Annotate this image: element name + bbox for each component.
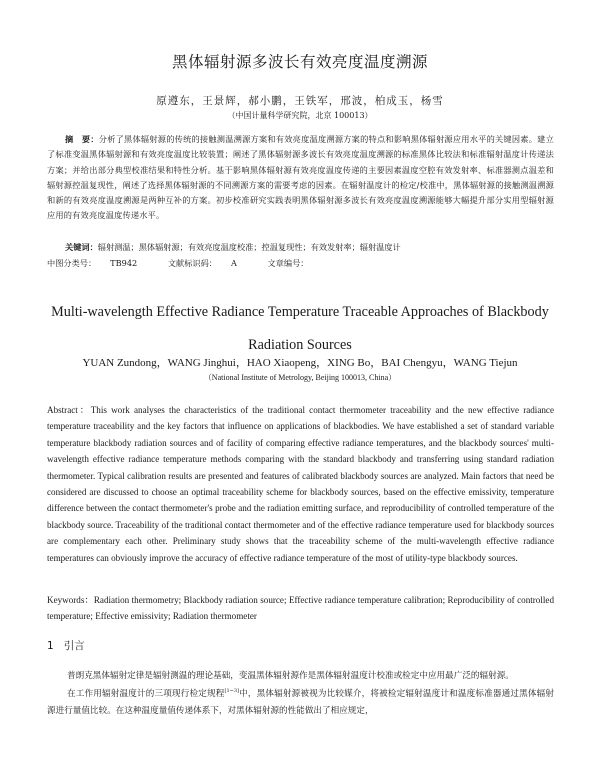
citation-reference[interactable]: [1~3] <box>224 687 239 694</box>
english-abstract <box>47 402 554 566</box>
article-number: 文章编号： <box>267 258 309 268</box>
chinese-title: 黑体辐射源多波长有效亮度温度溯源 <box>171 53 428 71</box>
chinese-keywords-text: 辐射测温；黑体辐射源；有效亮度温度校准；控温复现性；有效发射率；辐射温度计 <box>97 242 401 252</box>
chinese-keywords-label: 关键词： <box>65 242 98 252</box>
section-title: 引言 <box>63 640 85 652</box>
classification-line <box>47 256 554 270</box>
english-authors: YUAN Zundong，WANG Jinghui，HAO Xiaopeng，XING Bo，BAI Chengyu，WANG Tiejun <box>82 357 518 369</box>
english-keywords-text: Radiation thermometry; Blackbody radiation source; Effective radiance temperature calibration; Reproducibility of controlled temperature; Effective emissivity; Radiation thermometer <box>47 595 554 622</box>
doc-code-label: 文献标识码： <box>167 258 217 268</box>
doc-code-value: A <box>231 258 237 268</box>
english-affiliation: （National Institute of Metrology, Beijing 100013, China） <box>203 373 397 382</box>
chinese-abstract-label: 摘 要： <box>65 134 99 144</box>
section-heading <box>47 638 85 653</box>
chinese-authors: 原遵东，王景辉，郝小鹏，王铁军，邢波，柏成玉，杨雪 <box>156 95 444 107</box>
chinese-keywords <box>65 240 555 254</box>
english-keywords-label: Keywords： <box>47 595 94 605</box>
english-abstract-label: Abstract： <box>47 405 91 415</box>
chinese-abstract-text: 分析了黑体辐射源的传统的接触测温溯源方案和有效亮度温度溯源方案的特点和影响黑体辐射源应用水平的关键因素。建立了标准变温黑体辐射源和有效亮度温度比较装置；阐述了黑体辐射源多波长有效亮度温度溯源的标准黑体比较法和标准辐射温度计传递法方案；并给出部分典型校准结果和特性分析。基于影响黑体辐射源有效亮度温度传递的主要因素温度空腔有效发射率、标准器测点温差和辐射源控温复现性，阐述了选择黑体辐射源的不同溯源方案的需要考虑的因素。在辐射温度计的检定/校准中，黑体辐射源的接触测温溯源和新的有效亮度温度溯源是两种互补的方案。初步校准研究实践表明黑体辐射源多波长有效亮度温度溯源能够大幅提升部分实用型辐射源应用的有效亮度温度传递水平。 <box>47 134 554 221</box>
clc-value: TB942 <box>110 258 138 268</box>
body-text <box>47 668 554 721</box>
english-keywords <box>47 592 554 625</box>
english-abstract-text: This work analyses the characteristics of the traditional contact thermometer traceability and the new effective radiance temperature traceability and the key factors that influence on applications of blackbodies. We have established a set of standard variable temperature blackbody radiation sources and of facility of comparing effective radiance temperatures, and the blackbody sources' multi-wavelength effective radiance temperature methods comparing with the standard blackbody and transferring using standard radiation thermometer. Typical calibration results are presented and features of calibrated blackbody sources are analyzed. Main factors that need be considered are discussed to choose an optimal traceability scheme for blackbody sources, based on the effective emissivity, temperature difference between the contact thermometer's probe and the radiation emitting surface, and reproducibility of controlled temperature of the blackbody source. Traceability of the traditional contact thermometer and of the effective radiance temperature used for blackbody sources are complementary each other. Preliminary study shows that the traceability scheme of the multi-wavelength effective radiance temperatures can obviously improve the accuracy of effective radiance temperature of the most of utility-type blackbody sources. <box>47 405 554 563</box>
clc-number <box>47 258 151 268</box>
clc-label: 中图分类号： <box>47 258 97 268</box>
document-code <box>168 258 251 268</box>
body-paragraph: 普朗克黑体辐射定律是辐射测温的理论基础，变温黑体辐射源作是黑体辐射温度计校准或检定中应用最广泛的辐射源。 <box>67 671 514 681</box>
body-text-segment: 中，黑体辐射源被视为比较媒介，将被检定辐射温度计和温度标准器通过黑体辐射源进行量值比较。在这种温度量值传递体系下，对黑体辐射源的性能做出了相应规定， <box>47 688 554 716</box>
chinese-affiliation: （中国计量科学研究院，北京 100013） <box>227 111 373 120</box>
body-paragraph <box>47 686 554 721</box>
body-text-segment: 在工作用辐射温度计的三项现行检定规程 <box>67 688 225 699</box>
section-number: 1 <box>47 640 54 652</box>
english-title: Multi-wavelength Effective Radiance Temperature Traceable Approaches of Blackbody Radiation Sources <box>51 304 549 353</box>
chinese-abstract <box>47 132 554 224</box>
